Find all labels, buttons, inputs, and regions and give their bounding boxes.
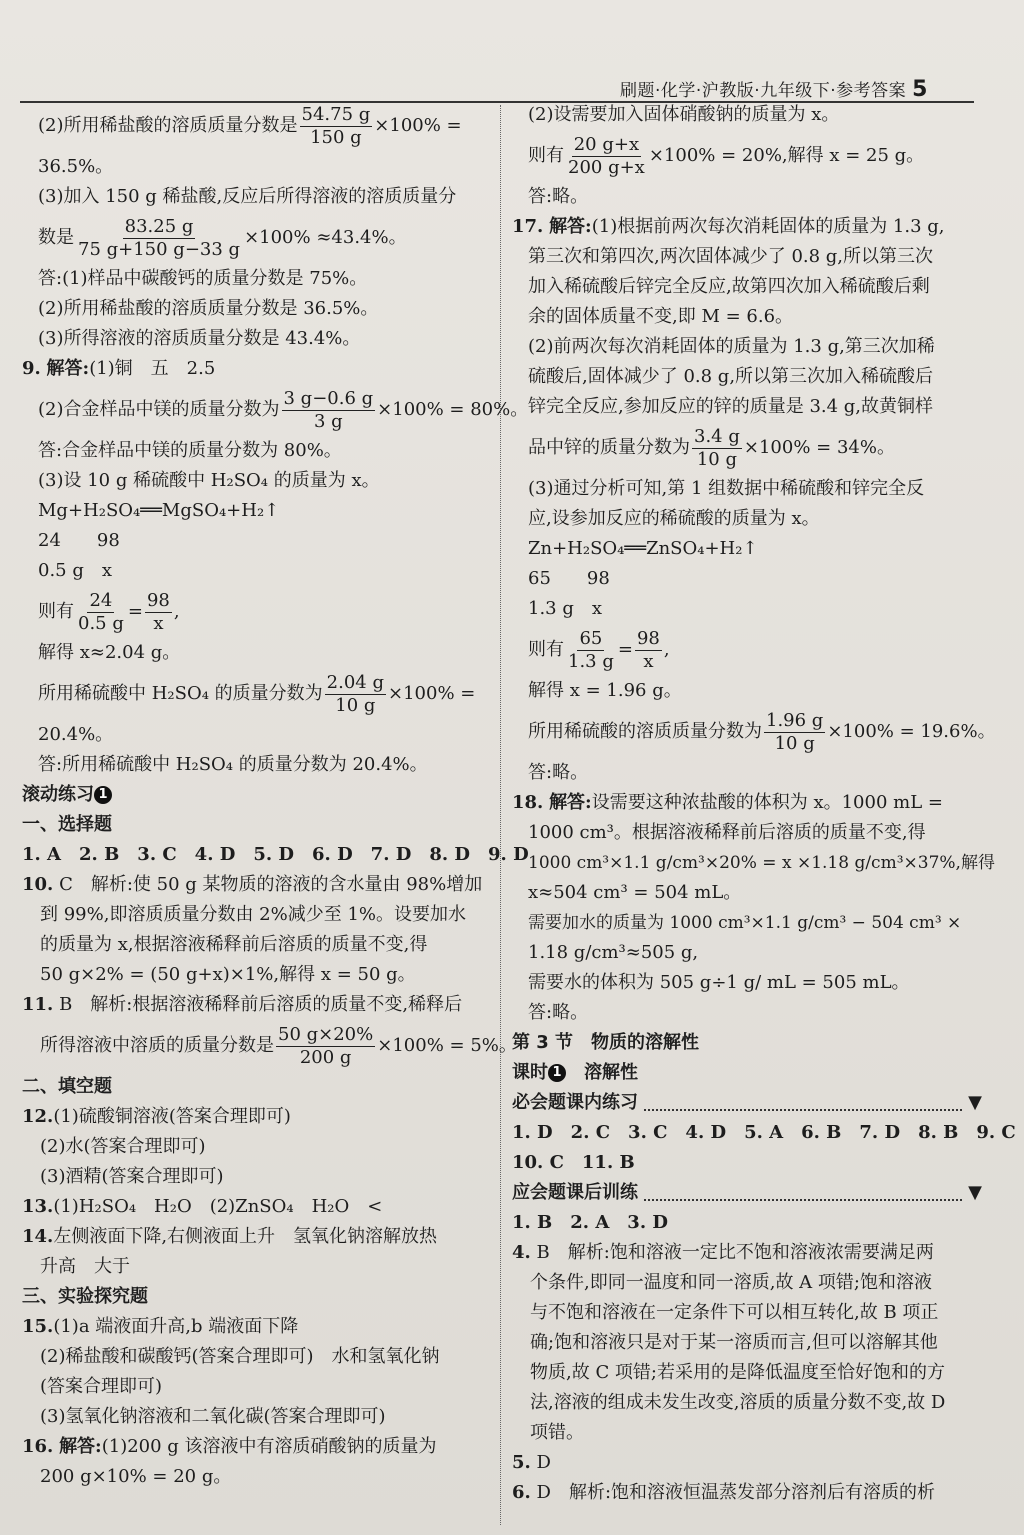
line: 项错。 bbox=[530, 1422, 584, 1443]
fraction: $\frac{98}{x}$ bbox=[636, 627, 660, 672]
line: 则有 $\frac{65}{1.3 g}$ = $\frac{98}{x}$ , bbox=[528, 627, 670, 672]
line: (2)合金样品中镁的质量分数为 $\frac{3 g-0.6 g}{3 g}$ ×100% = 80%。 bbox=[38, 387, 529, 432]
line: (答案合理即可) bbox=[40, 1376, 163, 1397]
line: (3)加入 150 g 稀盐酸,反应后所得溶液的溶质质量分 bbox=[38, 186, 457, 207]
line: 24 98 bbox=[38, 530, 120, 551]
fraction: $\frac{54.75 g}{150 g}$ bbox=[301, 103, 371, 148]
triangle-down-icon: ▼ bbox=[968, 1092, 982, 1113]
line: 所用稀硫酸的溶质质量分数为 $\frac{1.96 g}{10 g}$ ×100% = 19.6%。 bbox=[528, 709, 996, 754]
subsection-title: 三、实验探究题 bbox=[22, 1286, 148, 1307]
line: 确;饱和溶液只是对于某一溶质而言,但可以溶解其他 bbox=[530, 1332, 938, 1353]
question-17: 17. 解答:(1)根据前两次每次消耗固体的质量为 1.3 g, bbox=[512, 216, 945, 237]
line: 需要加水的质量为 1000 cm³×1.1 g/cm³ − 504 cm³ × bbox=[528, 913, 962, 933]
left-column bbox=[22, 100, 529, 1492]
fraction: $\frac{3 g-0.6 g}{3 g}$ bbox=[283, 387, 374, 432]
lesson-title: 课时 1 溶解性 bbox=[512, 1062, 638, 1083]
section-title: 滚动练习 1 bbox=[22, 780, 497, 810]
line: 1. A 2. B 3. C 4. D 5. D 6. D 7. D 8. D 9. D bbox=[22, 844, 529, 865]
question-18: 18. 解答:设需要这种浓盐酸的体积为 x。1000 mL = bbox=[512, 792, 943, 813]
page-number: 5 bbox=[912, 77, 928, 102]
line: 答:所用稀硫酸中 H₂SO₄ 的质量分数为 20.4%。 bbox=[38, 754, 428, 775]
line: 1. D 2. C 3. C 4. D 5. A 6. B 7. D 8. B 9. C bbox=[512, 1122, 1016, 1143]
line: 硫酸后,固体减少了 0.8 g,所以第三次加入稀硫酸后 bbox=[528, 366, 934, 387]
practice-bar: 应会题课后训练 ▼ bbox=[512, 1178, 982, 1208]
line: 需要水的体积为 505 g÷1 g/ mL = 505 mL。 bbox=[528, 972, 910, 993]
fraction: $\frac{83.25 g}{75 g+150 g-33 g}$ bbox=[78, 215, 241, 260]
question-14: 14.左侧液面下降,右侧液面上升 氢氧化钠溶解放热 bbox=[22, 1226, 438, 1247]
line: 答:(1)样品中碳酸钙的质量分数是 75%。 bbox=[38, 268, 368, 289]
line: 1000 cm³。根据溶液稀释前后溶质的质量不变,得 bbox=[528, 822, 926, 843]
line: (2)稀盐酸和碳酸钙(答案合理即可) 水和氢氧化钠 bbox=[40, 1346, 440, 1367]
line: 答:略。 bbox=[528, 186, 589, 207]
fraction: $\frac{65}{1.3 g}$ bbox=[568, 627, 614, 672]
triangle-down-icon: ▼ bbox=[968, 1182, 982, 1203]
line: 物质,故 C 项错;若采用的是降低温度至恰好饱和的方 bbox=[530, 1362, 945, 1383]
subsection-title: 二、填空题 bbox=[22, 1076, 112, 1097]
line: 65 98 bbox=[528, 568, 610, 589]
line: (3)所得溶液的溶质质量分数是 43.4%。 bbox=[38, 328, 361, 349]
column-divider bbox=[500, 105, 501, 1525]
question-11: 11. B 解析:根据溶液稀释前后溶质的质量不变,稀释后 bbox=[22, 994, 463, 1015]
question-12: 12.(1)硫酸铜溶液(答案合理即可) bbox=[22, 1106, 291, 1127]
line: 10. C 11. B bbox=[512, 1152, 635, 1173]
page-header bbox=[620, 76, 928, 102]
line: 余的固体质量不变,即 M = 6.6。 bbox=[528, 306, 794, 327]
line: 答:略。 bbox=[528, 762, 589, 783]
line: 50 g×2% = (50 g+x)×1%,解得 x = 50 g。 bbox=[40, 964, 416, 985]
line: (2)前两次每次消耗固体的质量为 1.3 g,第三次加稀 bbox=[528, 336, 935, 357]
line: 解得 x≈2.04 g。 bbox=[38, 642, 181, 663]
line: 锌完全反应,参加反应的锌的质量是 3.4 g,故黄铜样 bbox=[528, 396, 934, 417]
line: (2)所用稀盐酸的溶质质量分数是 36.5%。 bbox=[38, 298, 379, 319]
line: 加入稀硫酸后锌完全反应,故第四次加入稀硫酸后剩 bbox=[528, 276, 930, 297]
line: (3)设 10 g 稀硫酸中 H₂SO₄ 的质量为 x。 bbox=[38, 470, 380, 491]
line: 与不饱和溶液在一定条件下可以相互转化,故 B 项正 bbox=[530, 1302, 939, 1323]
line: 数是 $\frac{83.25 g}{75 g+150 g-33 g}$ ×100% ≈43.4%。 bbox=[38, 215, 407, 260]
line: 应,设参加反应的稀硫酸的质量为 x。 bbox=[528, 508, 820, 529]
circled-number: 1 bbox=[94, 786, 112, 804]
equation: Mg+H₂SO₄══MgSO₄+H₂↑ bbox=[38, 500, 280, 521]
line: (2)水(答案合理即可) bbox=[40, 1136, 206, 1157]
question-10: 10. C 解析:使 50 g 某物质的溶液的含水量由 98%增加 bbox=[22, 874, 483, 895]
question-5: 5. D bbox=[512, 1452, 551, 1473]
line: x≈504 cm³ = 504 mL。 bbox=[528, 882, 742, 903]
line: 到 99%,即溶质质量分数由 2%减少至 1%。设要加水 bbox=[40, 904, 467, 925]
fraction: $\frac{20 g+x}{200 g+x}$ bbox=[568, 133, 645, 178]
fraction: $\frac{1.96 g}{10 g}$ bbox=[766, 709, 824, 754]
line: (3)酒精(答案合理即可) bbox=[40, 1166, 224, 1187]
fraction: $\frac{24}{0.5 g}$ bbox=[78, 589, 124, 634]
line: 0.5 g x bbox=[38, 560, 113, 581]
line: 法,溶液的组成未发生改变,溶质的质量分数不变,故 D bbox=[530, 1392, 946, 1413]
line: 解得 x = 1.96 g。 bbox=[528, 680, 682, 701]
section-title: 第 3 节 物质的溶解性 bbox=[512, 1032, 700, 1053]
dotted-leader bbox=[644, 1185, 962, 1201]
line: 20.4%。 bbox=[38, 724, 114, 745]
header-title: 刷题·化学·沪教版·九年级下·参考答案 bbox=[620, 81, 907, 101]
line: 1000 cm³×1.1 g/cm³×20% = x ×1.18 g/cm³×37%,解得 bbox=[528, 853, 995, 873]
line: 所用稀硫酸中 H₂SO₄ 的质量分数为 $\frac{2.04 g}{10 g}$ ×100% = bbox=[38, 671, 476, 716]
circled-number: 1 bbox=[548, 1064, 566, 1082]
line: 个条件,即同一温度和同一溶质,故 A 项错;饱和溶液 bbox=[530, 1272, 932, 1293]
right-column bbox=[512, 100, 1016, 1508]
line: 则有 $\frac{20 g+x}{200 g+x}$ ×100% = 20%,解得 x = 25 g。 bbox=[528, 133, 925, 178]
line: 品中锌的质量分数为 $\frac{3.4 g}{10 g}$ ×100% = 34%。 bbox=[528, 425, 895, 470]
fraction: $\frac{2.04 g}{10 g}$ bbox=[326, 671, 384, 716]
line: 所得溶液中溶质的质量分数是 $\frac{50 g\times 20\%}{200 g}$ ×100% = 5%。 bbox=[40, 1023, 517, 1068]
equation: Zn+H₂SO₄══ZnSO₄+H₂↑ bbox=[528, 538, 758, 559]
line: (3)氢氧化钠溶液和二氧化碳(答案合理即可) bbox=[40, 1406, 386, 1427]
line: 36.5%。 bbox=[38, 156, 114, 177]
line: 则有 $\frac{24}{0.5 g}$ = $\frac{98}{x}$ , bbox=[38, 589, 180, 634]
question-16: 16. 解答:(1)200 g 该溶液中有溶质硝酸钠的质量为 bbox=[22, 1436, 437, 1457]
practice-bar: 必会题课内练习 ▼ bbox=[512, 1088, 982, 1118]
line: 答:合金样品中镁的质量分数为 80%。 bbox=[38, 440, 342, 461]
question-13: 13.(1)H₂SO₄ H₂O (2)ZnSO₄ H₂O < bbox=[22, 1196, 383, 1217]
line: 200 g×10% = 20 g。 bbox=[40, 1466, 232, 1487]
question-9: 9. 解答:(1)铜 五 2.5 bbox=[22, 358, 216, 379]
line: 1. B 2. A 3. D bbox=[512, 1212, 668, 1233]
line: 1.18 g/cm³≈505 g, bbox=[528, 942, 699, 963]
question-15: 15.(1)a 端液面升高,b 端液面下降 bbox=[22, 1316, 299, 1337]
line: (2)设需要加入固体硝酸钠的质量为 x。 bbox=[528, 104, 840, 125]
line: 第三次和第四次,两次固体减少了 0.8 g,所以第三次 bbox=[528, 246, 934, 267]
line: 1.3 g x bbox=[528, 598, 603, 619]
fraction: $\frac{3.4 g}{10 g}$ bbox=[694, 425, 740, 470]
question-6: 6. D 解析:饱和溶液恒温蒸发部分溶剂后有溶质的析 bbox=[512, 1482, 936, 1503]
fraction: $\frac{98}{x}$ bbox=[146, 589, 170, 634]
dotted-leader bbox=[644, 1095, 962, 1111]
question-4: 4. B 解析:饱和溶液一定比不饱和溶液浓需要满足两 bbox=[512, 1242, 934, 1263]
subsection-title: 一、选择题 bbox=[22, 814, 112, 835]
line: 的质量为 x,根据溶液稀释前后溶质的质量不变,得 bbox=[40, 934, 428, 955]
line: 答:略。 bbox=[528, 1002, 589, 1023]
line: (3)通过分析可知,第 1 组数据中稀硫酸和锌完全反 bbox=[528, 478, 925, 499]
line: (2)所用稀盐酸的溶质质量分数是 $\frac{54.75 g}{150 g}$ ×100% = bbox=[38, 103, 462, 148]
fraction: $\frac{50 g\times 20\%}{200 g}$ bbox=[278, 1023, 374, 1068]
line: 升高 大于 bbox=[40, 1256, 130, 1277]
